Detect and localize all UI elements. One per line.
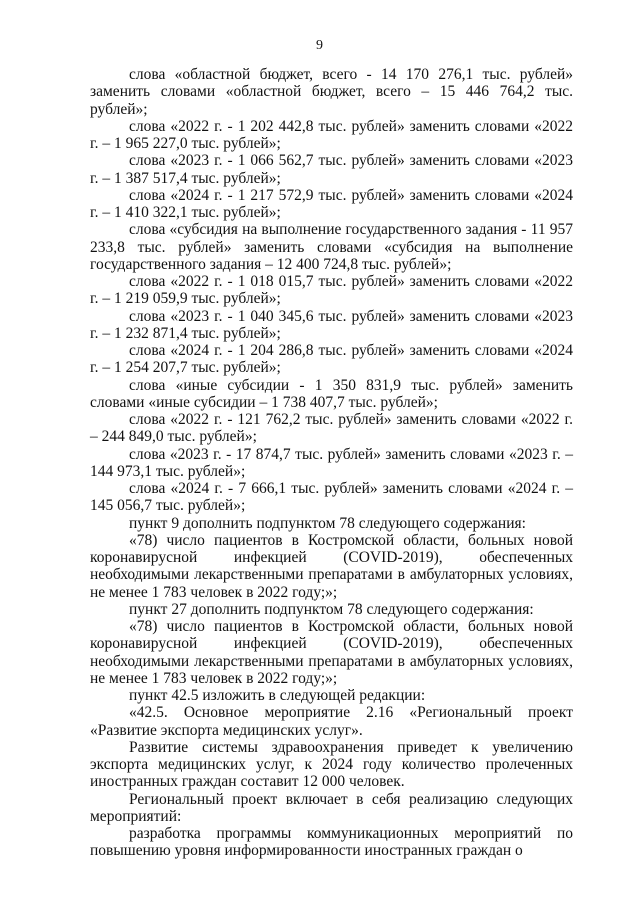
paragraph: «78) число пациентов в Костромской области, больных новой коронавирусной инфекцией (COVID-2019), обеспеченных необходимыми лекарственными препаратами в амбулаторных условиях, не менее 1 783 человек в 2022 году;»; — [90, 618, 573, 687]
paragraph: слова «2022 г. - 1 202 442,8 тыс. рублей» заменить словами «2022 г. – 1 965 227,0 тыс. рублей»; — [90, 117, 573, 152]
paragraph: слова «субсидия на выполнение государственного задания - 11 957 233,8 тыс. рублей» заменить словами «субсидия на выполнение государственного задания – 12 400 724,8 тыс. рублей»; — [90, 221, 573, 273]
page-number: 9 — [316, 38, 323, 53]
paragraph: пункт 42.5 изложить в следующей редакции: — [129, 687, 426, 704]
paragraph: разработка программы коммуникационных мероприятий по повышению уровня информированности иностранных граждан о — [90, 825, 573, 860]
paragraph: Развитие системы здравоохранения приведет к увеличению экспорта медицинских услуг, к 2024 году количество пролеченных иностранных граждан составит 12 000 человек. — [90, 738, 573, 791]
paragraph: «78) число пациентов в Костромской области, больных новой коронавирусной инфекцией (COVID-2019), обеспеченных необходимыми лекарственными препаратами в амбулаторных условиях, не менее 1 783 человек в 2022 году;»; — [90, 531, 573, 601]
paragraph: слова «2024 г. - 7 666,1 тыс. рублей» заменить словами «2024 г. – 145 056,7 тыс. рублей»; — [90, 480, 573, 515]
paragraph: слова «2022 г. - 121 762,2 тыс. рублей» заменить словами «2022 г. – 244 849,0 тыс. рублей»; — [90, 411, 573, 446]
document-body — [90, 66, 573, 860]
paragraph: слова «2024 г. - 1 204 286,8 тыс. рублей» заменить словами «2024 г. – 1 254 207,7 тыс. рублей»; — [90, 342, 573, 377]
paragraph: слова «2023 г. - 1 066 562,7 тыс. рублей» заменить словами «2023 г. – 1 387 517,4 тыс. рублей»; — [90, 152, 573, 187]
paragraph: Региональный проект включает в себя реализацию следующих мероприятий: — [90, 790, 573, 825]
paragraph: слова «иные субсидии - 1 350 831,9 тыс. рублей» заменить словами «иные субсидии – 1 738 407,7 тыс. рублей»; — [90, 376, 573, 411]
paragraph: пункт 9 дополнить подпунктом 78 следующего содержания: — [129, 514, 526, 532]
paragraph: пункт 27 дополнить подпунктом 78 следующего содержания: — [129, 600, 534, 618]
paragraph: слова «областной бюджет, всего - 14 170 276,1 тыс. рублей» заменить словами «областной бюджет, всего – 15 446 764,2 тыс. рублей»; — [90, 66, 573, 118]
paragraph: слова «2023 г. - 1 040 345,6 тыс. рублей» заменить словами «2023 г. – 1 232 871,4 тыс. рублей»; — [90, 307, 573, 342]
paragraph: «42.5. Основное мероприятие 2.16 «Региональный проект «Развитие экспорта медицинских услуг». — [90, 704, 573, 739]
paragraph: слова «2022 г. - 1 018 015,7 тыс. рублей» заменить словами «2022 г. – 1 219 059,9 тыс. рублей»; — [90, 273, 573, 308]
paragraph: слова «2024 г. - 1 217 572,9 тыс. рублей» заменить словами «2024 г. – 1 410 322,1 тыс. рублей»; — [90, 186, 573, 221]
paragraph: слова «2023 г. - 17 874,7 тыс. рублей» заменить словами «2023 г. – 144 973,1 тыс. рублей»; — [90, 445, 573, 480]
